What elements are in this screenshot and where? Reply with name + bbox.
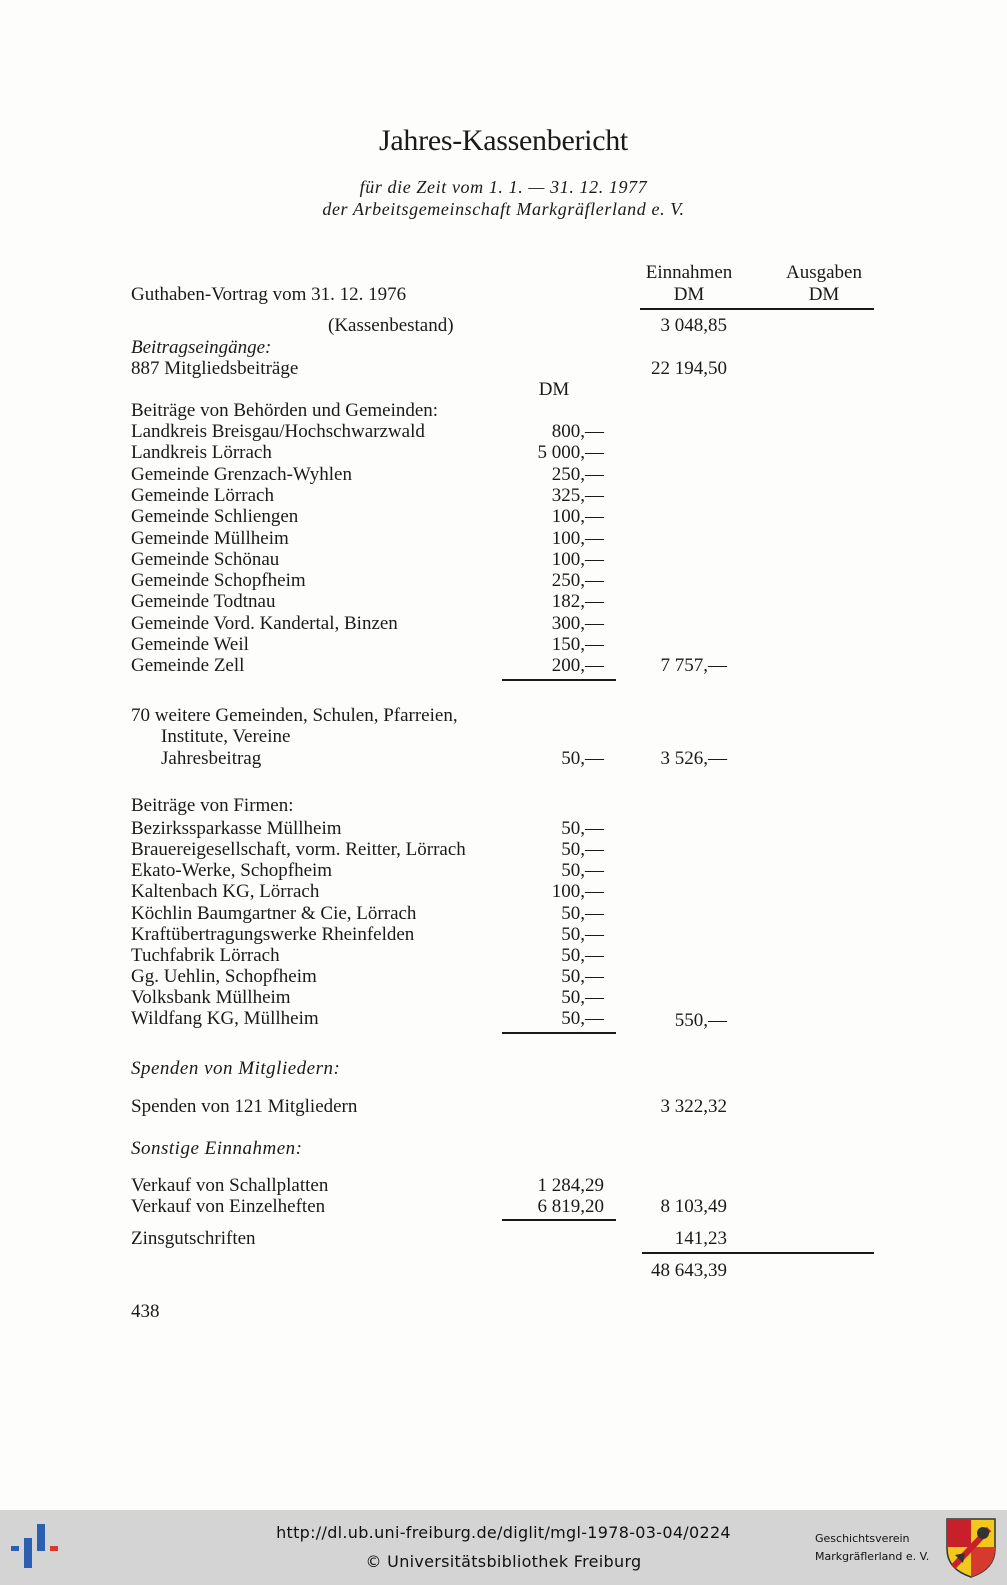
list-item-amount: 150,— xyxy=(551,634,604,655)
col-ausgaben-unit: DM xyxy=(808,284,840,305)
list-item: Bezirkssparkasse Müllheim xyxy=(131,818,342,839)
list-item-amount: 300,— xyxy=(551,613,604,634)
list-item-amount: 800,— xyxy=(551,421,604,442)
header-rule xyxy=(640,308,874,310)
footer-org-line1: Geschichtsverein xyxy=(815,1532,910,1545)
spenden-value: 3 322,32 xyxy=(660,1096,727,1117)
opening-balance-value: 3 048,85 xyxy=(660,315,727,336)
list-item: Kaltenbach KG, Lörrach xyxy=(131,881,320,902)
list-item: Gemeinde Lörrach xyxy=(131,485,274,506)
col-ausgaben-header: Ausgaben xyxy=(786,262,862,283)
weitere-line2: Institute, Vereine xyxy=(161,726,291,747)
col-einnahmen-unit: DM xyxy=(673,284,705,305)
members-label: 887 Mitgliedsbeiträge xyxy=(131,358,299,379)
list-item-amount: 50,— xyxy=(561,987,604,1008)
report-subtitle-org: der Arbeitsgemeinschaft Markgräflerland e. V. xyxy=(322,199,685,219)
list-item-amount: 250,— xyxy=(551,464,604,485)
opening-balance-label: Guthaben-Vortrag vom 31. 12. 1976 xyxy=(131,284,407,305)
list-item-amount: 100,— xyxy=(551,528,604,549)
list-item-amount: 50,— xyxy=(561,860,604,881)
list-item: Wildfang KG, Müllheim xyxy=(131,1008,319,1029)
grand-total: 48 643,39 xyxy=(651,1260,727,1281)
weitere-line1: 70 weitere Gemeinden, Schulen, Pfarreien, xyxy=(131,705,458,726)
page-number: 438 xyxy=(131,1301,160,1322)
einzelhefte-label: Verkauf von Einzelheften xyxy=(131,1196,326,1217)
weitere-line3: Jahresbeitrag xyxy=(161,748,262,769)
list-item: Gemeinde Müllheim xyxy=(131,528,289,549)
list-item-amount: 100,— xyxy=(551,881,604,902)
grand-total-rule xyxy=(642,1252,874,1254)
beitrag-heading: Beitragseingänge: xyxy=(131,337,272,358)
list-item: Gemeinde Zell xyxy=(131,655,245,676)
list-item-amount: 100,— xyxy=(551,549,604,570)
firmen-total: 550,— xyxy=(674,1010,727,1031)
opening-balance-sublabel: (Kassenbestand) xyxy=(328,315,454,336)
list-item: Kraftübertragungswerke Rheinfelden xyxy=(131,924,415,945)
list-item: Landkreis Breisgau/Hochschwarzwald xyxy=(131,421,425,442)
coat-of-arms-icon xyxy=(945,1517,997,1579)
list-item-amount: 50,— xyxy=(561,903,604,924)
einzelhefte-amount: 6 819,20 xyxy=(537,1196,604,1217)
col-einnahmen-header: Einnahmen xyxy=(645,262,733,283)
report-title: Jahres-Kassenbericht xyxy=(379,124,628,157)
footer-bar xyxy=(0,1510,1007,1585)
list-item-amount: 100,— xyxy=(551,506,604,527)
zins-label: Zinsgutschriften xyxy=(131,1228,256,1249)
list-item: Gemeinde Grenzach-Wyhlen xyxy=(131,464,352,485)
schallplatten-label: Verkauf von Schallplatten xyxy=(131,1175,329,1196)
list-item-amount: 200,— xyxy=(551,655,604,676)
behoerden-subtotal-rule xyxy=(502,679,616,681)
sonstige-subtotal-rule xyxy=(502,1219,616,1221)
list-item: Gg. Uehlin, Schopfheim xyxy=(131,966,317,987)
sonstige-heading: Sonstige Einnahmen: xyxy=(131,1138,303,1159)
list-item-amount: 325,— xyxy=(551,485,604,506)
firmen-subtotal-rule xyxy=(502,1032,616,1034)
list-item: Gemeinde Schliengen xyxy=(131,506,299,527)
list-item: Tuchfabrik Lörrach xyxy=(131,945,280,966)
list-item: Gemeinde Todtnau xyxy=(131,591,276,612)
footer-url[interactable]: http://dl.ub.uni-freiburg.de/diglit/mgl-1978-03-04/0224 xyxy=(276,1523,731,1542)
list-item-amount: 5 000,— xyxy=(537,442,604,463)
list-item: Brauereigesellschaft, vorm. Reitter, Lörrach xyxy=(131,839,466,860)
schallplatten-amount: 1 284,29 xyxy=(537,1175,604,1196)
list-item-amount: 50,— xyxy=(561,818,604,839)
behoerden-total: 7 757,— xyxy=(660,655,727,676)
spenden-label: Spenden von 121 Mitgliedern xyxy=(131,1096,358,1117)
list-item: Gemeinde Schönau xyxy=(131,549,280,570)
list-item: Ekato-Werke, Schopfheim xyxy=(131,860,333,881)
members-value: 22 194,50 xyxy=(651,358,727,379)
behoerden-heading: Beiträge von Behörden und Gemeinden: xyxy=(131,400,439,421)
list-item-amount: 182,— xyxy=(551,591,604,612)
list-item: Gemeinde Vord. Kandertal, Binzen xyxy=(131,613,398,634)
footer-copyright: © Universitätsbibliothek Freiburg xyxy=(365,1552,642,1571)
list-item-amount: 50,— xyxy=(561,924,604,945)
verkauf-total: 8 103,49 xyxy=(660,1196,727,1217)
list-item: Gemeinde Weil xyxy=(131,634,249,655)
list-item: Volksbank Müllheim xyxy=(131,987,291,1008)
subtotal-unit: DM xyxy=(538,379,570,400)
weitere-total: 3 526,— xyxy=(660,748,727,769)
zins-value: 141,23 xyxy=(674,1228,727,1249)
list-item-amount: 50,— xyxy=(561,966,604,987)
footer-org-line2: Markgräflerland e. V. xyxy=(815,1550,930,1563)
report-subtitle-period: für die Zeit vom 1. 1. — 31. 12. 1977 xyxy=(359,177,648,197)
list-item-amount: 50,— xyxy=(561,1008,604,1029)
spenden-heading: Spenden von Mitgliedern: xyxy=(131,1058,341,1079)
list-item-amount: 50,— xyxy=(561,945,604,966)
weitere-amount: 50,— xyxy=(561,748,604,769)
firmen-heading: Beiträge von Firmen: xyxy=(131,795,294,816)
list-item: Gemeinde Schopfheim xyxy=(131,570,306,591)
list-item-amount: 50,— xyxy=(561,839,604,860)
list-item: Landkreis Lörrach xyxy=(131,442,272,463)
list-item-amount: 250,— xyxy=(551,570,604,591)
list-item: Köchlin Baumgartner & Cie, Lörrach xyxy=(131,903,417,924)
